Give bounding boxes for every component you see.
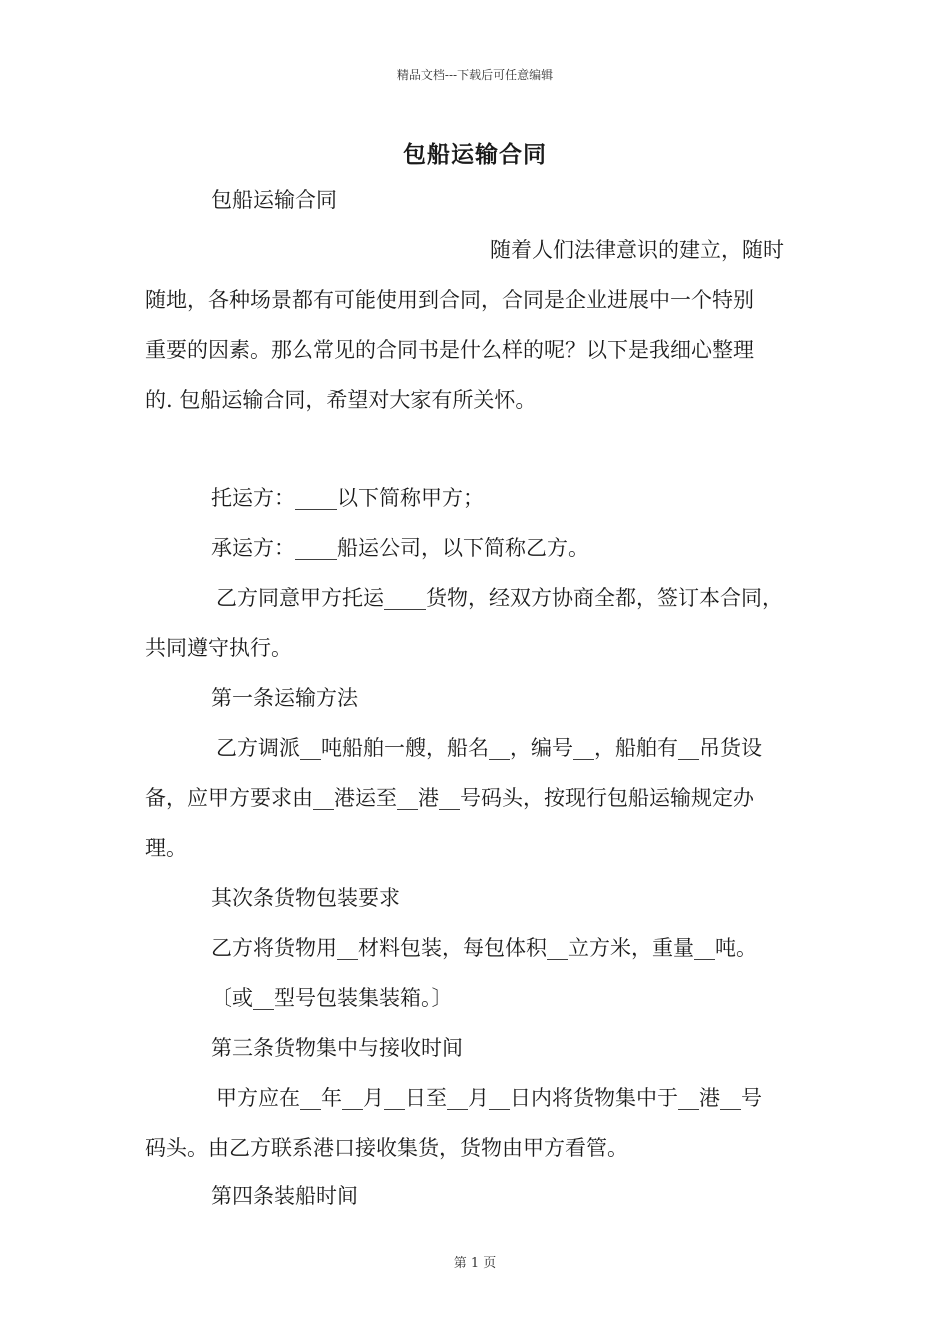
article-4-heading: 第四条装船时间 [211, 1184, 358, 1208]
article-2-line-1: 乙方将货物用__材料包装，每包体积__立方米，重量__吨。 [211, 936, 757, 960]
intro-line-2: 随地，各种场景都有可能使用到合同，合同是企业进展中一个特别 [145, 288, 754, 312]
agreement-line-1: 乙方同意甲方托运____货物，经双方协商全都，签订本合同， [216, 586, 783, 610]
carrier-line: 承运方：____船运公司，以下简称乙方。 [211, 536, 589, 560]
document-title: 包船运输合同 [403, 141, 547, 168]
agreement-line-2: 共同遵守执行。 [145, 636, 292, 660]
article-2-line-2: 〔或__型号包装集装箱。〕 [211, 986, 453, 1010]
shipper-line: 托运方：____以下简称甲方； [211, 486, 484, 510]
article-3-heading: 第三条货物集中与接收时间 [211, 1036, 463, 1060]
article-1-heading: 第一条运输方法 [211, 686, 358, 710]
article-1-line-1: 乙方调派__吨船舶一艘，船名__，编号__，船舶有__吊货设 [216, 736, 762, 760]
subtitle-line: 包船运输合同 [211, 188, 337, 212]
page-number: 第 1 页 [453, 1256, 497, 1271]
intro-line-3: 重要的因素。那么常见的合同书是什么样的呢？以下是我细心整理 [145, 338, 754, 362]
article-3-line-2: 码头。由乙方联系港口接收集货，货物由甲方看管。 [145, 1136, 628, 1160]
intro-line-4: 的. 包船运输合同，希望对大家有所关怀。 [145, 388, 537, 412]
page-header: 精品文档---下载后可任意编辑 [396, 68, 554, 82]
article-3-line-1: 甲方应在__年__月__日至__月__日内将货物集中于__港__号 [216, 1086, 762, 1110]
article-1-line-2: 备，应甲方要求由__港运至__港__号码头，按现行包船运输规定办 [145, 786, 754, 810]
article-1-line-3: 理。 [145, 836, 187, 860]
intro-line-1: 随着人们法律意识的建立，随时 [490, 238, 784, 262]
article-2-heading: 其次条货物包装要求 [211, 886, 400, 910]
